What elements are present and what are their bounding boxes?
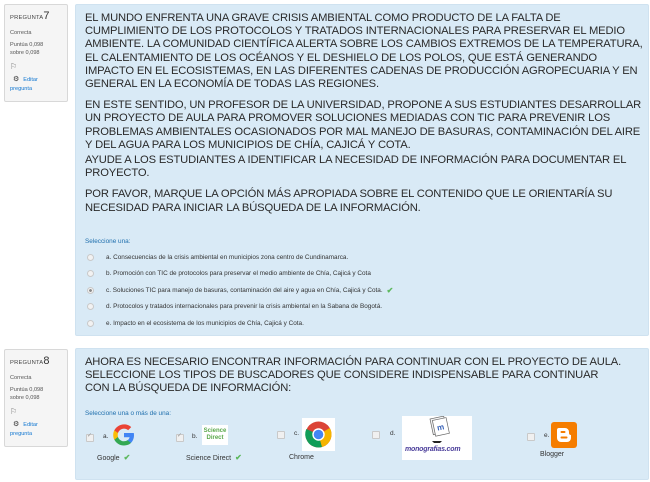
sciencedirect-logo: Science Direct — [202, 425, 228, 445]
choice-b[interactable]: ✓ b. Science Direct Science Direct ✔ — [176, 421, 276, 463]
choice-d[interactable]: d. m monografias.com — [372, 415, 492, 463]
radio-c[interactable] — [87, 287, 94, 294]
answer-prompt: Seleccione una: — [85, 238, 131, 245]
option-e[interactable]: e. Impacto en el ecosistema de los municipios de Chía, Cajicá y Cota. — [76, 315, 636, 332]
radio-a[interactable] — [87, 254, 94, 261]
checkbox-a[interactable] — [86, 434, 94, 442]
flag-icon[interactable]: ⚐ — [10, 62, 18, 72]
flag-icon[interactable]: ⚐ — [10, 407, 18, 417]
option-c[interactable]: c. Soluciones TIC para manejo de basuras, contaminación del aire y agua en Chía, Cajicá y Cota. ✔ — [76, 282, 636, 299]
question-text: EL MUNDO ENFRENTA UNA GRAVE CRISIS AMBIENTAL COMO PRODUCTO DE LA FALTA DE CUMPLIMIENTO DE LOS PROTOCOLOS Y TRATADOS INTERNACIONALES PARA PRESERVAR EL MEDIO AMBIENTE. LA COMUNIDAD CIENTÍFICA ALERTA SOBRE LOS CAMBIOS EXTREMOS DE LA TEMPERATURA, EL CALENTAMIENTO DE LOS OCÉANOS Y EL DESHIELO DE LOS POLOS, QUE ESTÁ GENERANDO IMPACTO EN EL ECOSISTEMAS, EN LAS DIFERENTES CADENAS DE PRODUCCIÓN AGROPECUARIA Y EN GENERAL EN LA ECONOMÍA DE TODAS LAS REGIONES. EN ESTE SENTIDO, UN PROFESOR DE LA UNIVERSIDAD, PROPONE A SUS ESTUDIANTES DESARROLLAR UN PROYECTO DE AULA PARA PROMOVER SOLUCIONES MEDIADAS CON TIC PARA PREVENIR LOS PROBLEMAS AMBIENTALES OCASIONADOS POR MAL MANEJO DE BASURAS, CONTAMINACIÓN DEL AIRE Y DEL AGUA PARA LOS MUNICIPIOS DE CHÍA, CAJICÁ Y COTA. AYUDE A LOS ESTUDIANTES A IDENTIFICAR LA NECESIDAD DE INFORMACIÓN PARA DOCUMENTAR EL PROYECTO. POR FAVOR, MARQUE LA OPCIÓN MÁS APROPIADA SOBRE EL CONTENIDO QUE LE ORIENTARÍA SU NECESIDAD PARA INICIAR LA BÚSQUEDA DE LA INFORMACIÓN. — [85, 12, 643, 214]
radio-d[interactable] — [87, 303, 94, 310]
question-grade: Puntúa 0,098 sobre 0,098 — [10, 42, 44, 57]
option-a[interactable]: a. Consecuencias de la crisis ambiental en municipios zona centro de Cundinamarca. — [76, 249, 636, 266]
question-state: Correcta — [10, 374, 32, 381]
svg-text:m: m — [436, 422, 445, 433]
checkbox-c[interactable] — [277, 431, 285, 439]
option-b[interactable]: b. Promoción con TIC de protocolos para preservar el medio ambiente de Chía, Cajicá y Cota — [76, 266, 636, 283]
option-d[interactable]: d. Protocolos y tratados internacionales para prevenir la crisis ambiental en la Sabana de Bogotá. — [76, 299, 636, 316]
question-text: AHORA ES NECESARIO ENCONTRAR INFORMACIÓN PARA CONTINUAR CON EL PROYECTO DE AULA. SELECCIONE LOS TIPOS DE BUSCADORES QUE CONSIDERE INDISPENSABLE PARA CONTINUAR CON LA BÚSQUEDA DE INFORMACIÓN: — [85, 356, 622, 395]
correct-check-icon: ✔ — [386, 285, 394, 295]
blogger-logo — [551, 422, 577, 448]
monografias-logo: m monografias.com — [402, 416, 472, 460]
question-number: PREGUNTA7 — [10, 10, 50, 22]
edit-question-link[interactable]: ⚙ Editar pregunta — [10, 75, 38, 92]
checkbox-e[interactable] — [527, 433, 535, 441]
edit-question-link[interactable]: ⚙ Editar pregunta — [10, 420, 38, 437]
gear-icon: ⚙ — [13, 75, 20, 83]
checkbox-d[interactable] — [372, 431, 380, 439]
answer-options — [76, 249, 636, 332]
choice-e[interactable]: e. Blogger — [527, 419, 597, 465]
question-number: PREGUNTA8 — [10, 355, 50, 367]
radio-b[interactable] — [87, 270, 94, 277]
question-grade: Puntúa 0,098 sobre 0,098 — [10, 387, 44, 402]
chrome-logo — [302, 418, 335, 451]
question-info-7 — [4, 4, 68, 102]
correct-check-icon: ✔ — [235, 453, 242, 462]
google-logo — [111, 422, 137, 448]
radio-e[interactable] — [87, 320, 94, 327]
correct-check-icon: ✔ — [123, 453, 131, 462]
choice-a[interactable]: ✓ a. Google ✔ — [86, 421, 166, 463]
question-content-7 — [75, 4, 649, 336]
choice-c[interactable]: c. Chrome — [277, 417, 347, 465]
gear-icon: ⚙ — [13, 420, 20, 428]
question-state: Correcta — [10, 29, 32, 36]
checkbox-b[interactable] — [176, 434, 184, 442]
answer-prompt: Seleccione una o más de una: — [85, 410, 171, 417]
question-content-8 — [75, 348, 649, 480]
question-info-8 — [4, 349, 68, 447]
